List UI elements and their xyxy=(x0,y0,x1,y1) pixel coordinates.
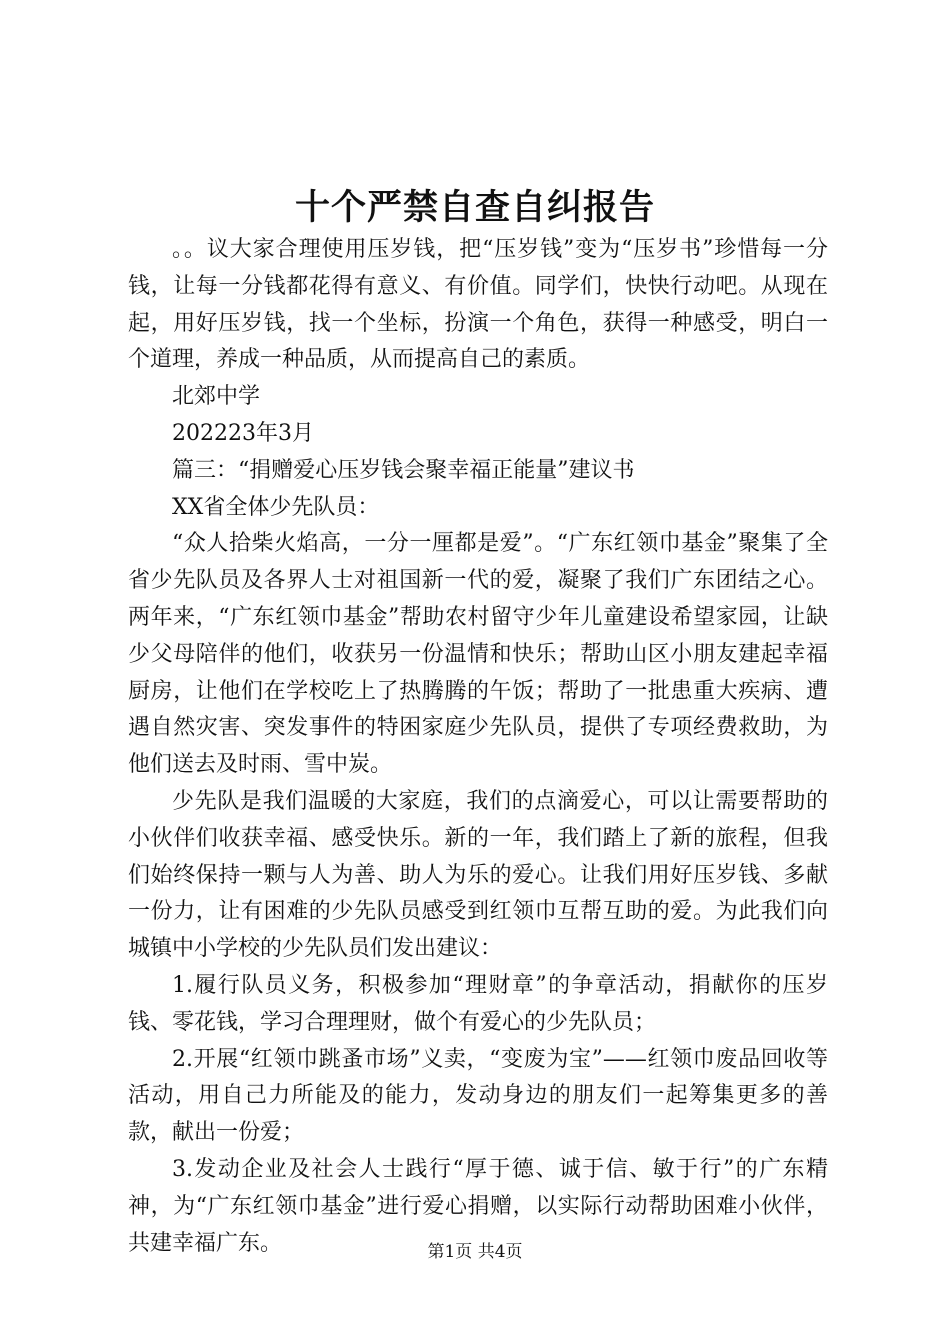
page-title: 十个严禁自查自纠报告 xyxy=(294,187,655,228)
section-heading: 篇三：“捐赠爱心压岁钱会聚幸福正能量”建议书 xyxy=(172,457,635,483)
signature-date: 202223年3月 xyxy=(172,420,314,446)
list-item-1: 1.履行队员义务，积极参加“理财章”的争章活动，捐献你的压岁钱、零花钱，学习合理理财，做个有爱心的少先队员； xyxy=(128,972,828,1035)
list-item-3: 3.发动企业及社会人士践行“厚于德、诚于信、敏于行”的广东精神，为“广东红领巾基金”进行爱心捐赠，以实际行动帮助困难小伙伴，共建幸福广东。 xyxy=(128,1156,828,1256)
list-item-2: 2.开展“红领巾跳蚤市场”义卖，“变废为宝”——红领巾废品回收等活动，用自己力所能及的能力，发动身边的朋友们一起筹集更多的善款，献出一份爱； xyxy=(128,1046,828,1146)
paragraph-family: 少先队是我们温暖的大家庭，我们的点滴爱心，可以让需要帮助的小伙伴们收获幸福、感受快乐。新的一年，我们踏上了新的旅程，但我们始终保持一颗与人为善、助人为乐的爱心。让我们用好压岁钱、多献一份力，让有困难的少先队员感受到红领巾互帮互助的爱。为此我们向城镇中小学校的少先队员们发出建议： xyxy=(128,788,828,962)
salutation: XX省全体少先队员： xyxy=(172,494,380,520)
signature-school: 北郊中学 xyxy=(172,384,261,410)
document-body xyxy=(128,232,828,1262)
paragraph-intro: 。。议大家合理使用压岁钱，把“压岁钱”变为“压岁书”珍惜每一分钱，让每一分钱都花得有意义、有价值。同学们，快快行动吧。从现在起，用好压岁钱，找一个坐标，扮演一个角色，获得一种感受，明白一个道理，养成一种品质，从而提高自己的素质。 xyxy=(128,237,828,373)
page-footer: 第1页 共4页 xyxy=(427,1242,523,1262)
paragraph-fund: “众人拾柴火焰高，一分一厘都是爱”。“广东红领巾基金”聚集了全省少先队员及各界人士对祖国新一代的爱，凝聚了我们广东团结之心。两年来，“广东红领巾基金”帮助农村留守少年儿童建设希望家园，让缺少父母陪伴的他们，收获另一份温情和快乐；帮助山区小朋友建起幸福厨房，让他们在学校吃上了热腾腾的午饭；帮助了一批患重大疾病、遭遇自然灾害、突发事件的特困家庭少先队员，提供了专项经费救助，为他们送去及时雨、雪中炭。 xyxy=(128,531,828,778)
